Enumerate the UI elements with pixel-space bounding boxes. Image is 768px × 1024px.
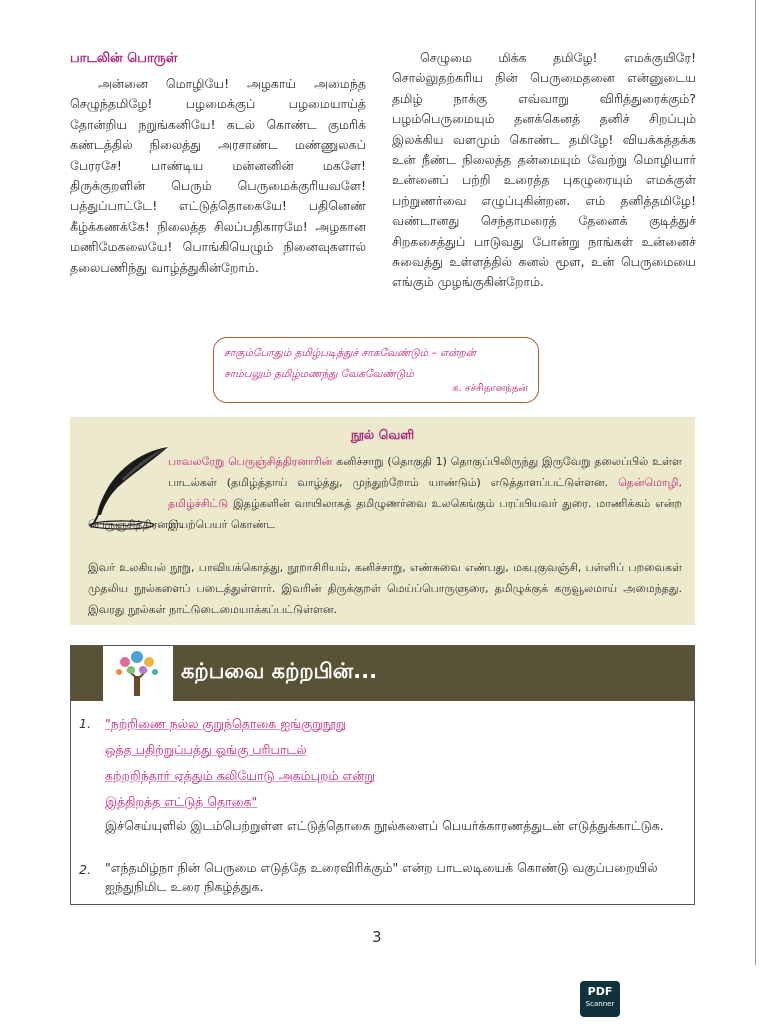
meaning-line: சிலப்பதிகாரமே! அழகான மணிமேகலையே! <box>70 218 366 255</box>
pdf-scanner-badge <box>580 981 620 1017</box>
meaning-line: கொண்ட தமிழே! வியக்கத்தக்க உன் நீண்ட <box>392 131 696 168</box>
book-info-paragraph-1-tail: பெருஞ்சித்திரனார். <box>88 518 183 531</box>
meaning-line: தனக்கெனத் தனிச் சிறப்பும் இலக்கிய வளமும் <box>392 111 697 147</box>
question-1-verse-line: "நற்றிணை நல்ல குறுந்தொகை ஐங்குறுநூறு <box>105 716 347 731</box>
meaning-left-text <box>70 74 366 278</box>
meaning-line: வாழ்த்துகின்றோம். <box>151 259 259 275</box>
page-number: 3 <box>372 928 382 946</box>
knowledge-tree-icon <box>107 648 167 698</box>
quote-line-2: சாம்பலும் தமிழ்மணந்து வேகவேண்டும் <box>224 368 414 380</box>
question-1-task: இச்செய்யுளில் இடம்பெற்றுள்ள எட்டுத்தொகை நூல்களைப் பெயர்க்காரணத்துடன் எடுத்துக்காட்டுக. <box>105 818 664 833</box>
meaning-line: போன்று நாங்கள் உன்னைச் சுவைத்து <box>392 233 696 270</box>
poet-name: பாவலரேறு பெருஞ்சித்திரனாரின் <box>168 455 333 468</box>
meaning-line: உள்ளத்தில் கனல் மூள, உன் பெருமையை <box>449 254 696 270</box>
meaning-right-column <box>392 48 696 293</box>
after-learning-header <box>71 646 694 701</box>
page-edge-rule <box>755 0 756 965</box>
question-1-verse-line: கற்றறிந்தார் ஏத்தும் கலியோடு அகம்புறம் என்று <box>105 768 375 783</box>
question-2-number: 2. <box>79 862 91 877</box>
journal-names: தென்மொழி, தமிழ்ச்சிட்டு <box>168 476 682 510</box>
meaning-line: நிலைத்து அரசாண்ட மண்ணுலகப் <box>149 137 366 153</box>
meaning-line: பேரரசே! பாண்டிய மன்னனின் மகளே! <box>70 157 366 173</box>
meaning-title: பாடலின் பொருள் <box>70 51 178 66</box>
meaning-line: பழமையாய்த் தோன்றிய நறுங்கனியே! <box>70 96 366 132</box>
quote-author: க. சச்சிதானந்தன் <box>452 383 528 394</box>
meaning-right-text <box>392 48 696 293</box>
meaning-line: செழுமை மிக்க தமிழே! எமக்குயிரே! <box>420 50 696 65</box>
question-1-number: 1. <box>79 716 91 731</box>
badge-label-bottom: Scanner <box>585 1000 615 1008</box>
book-info-text-b: இதழ்களின் வாயிலாகத் தமிழுணர்வை உலகெங்கும் பரப்பியவர் துரை. மாணிக்கம் என்ற இயற்பெயர் கொண்ட <box>168 497 682 531</box>
meaning-line: தேனைக் குடித்துச் சிறகசைத்துப் பாடுவது <box>392 213 697 249</box>
question-1-verse-line: ஒத்த பதிற்றுப்பத்து ஓங்கு பரிபாடல் <box>105 742 307 757</box>
meaning-line: அன்னை மொழியே! அழகாய் <box>98 76 315 91</box>
book-info-title: நூல் வெளி <box>350 427 415 442</box>
book-info-text-a: கனிச்சாறு (தொகுதி 1) தொகுப்பிலிருந்து இருவேறு தலைப்பில் உள்ள பாடல்கள் (தமிழ்த்தாய் வாழ்த்து, முந்துற்றோம் யாண்டும்) எடுத்தாளப்பட்டுள்ளன. <box>168 455 682 489</box>
meaning-line: கடல் கொண்ட குமரிக் கண்டத்தில் <box>70 116 366 153</box>
quote-line-1: சாகும்போதும் தமிழ்படித்துச் சாகவேண்டும் – என்றன் <box>224 347 476 359</box>
question-2-text: "எந்தமிழ்நா நின் பெருமை எடுத்தே உரைவிரிக்கும்" என்ற பாடலடியைக் கொண்டு வகுப்பறையில் ஐந்துநிமிட உரை நிகழ்த்துக. <box>105 860 658 894</box>
question-1-verse-line: இத்திறத்த எட்டுத் தொகை" <box>105 794 258 809</box>
badge-label-top: PDF <box>587 985 613 998</box>
meaning-line: பத்துப்பாட்டே! எட்டுத்தொகையே! <box>70 198 309 214</box>
meaning-line: என்னுடைய தமிழ் நாக்கு எவ்வாறு <box>392 70 696 106</box>
meaning-line: அமைந்த செழுந்தமிழே! பழமைக்குப் <box>70 76 366 112</box>
meaning-line: சொல்லுதற்கரிய நின் பெருமைதனை <box>392 70 628 86</box>
quote-box <box>213 337 539 403</box>
meaning-line: நிலைத்த தன்மையும் வேற்று மொழியார் <box>462 152 696 168</box>
meaning-line: எமக்குள் பற்றுணர்வை எழுப்புகின்றன. எம் <box>392 172 696 208</box>
meaning-left-column <box>70 48 366 278</box>
after-learning-box <box>70 645 695 905</box>
meaning-line: திருக்குறளின் பெரும் பெருமைக்குரியவளே! <box>70 178 366 194</box>
book-info-paragraph-2: இவர் உலகியல் நூறு, பாவியக்கொத்து, நூறாசிரியம், கனிச்சாறு, எண்சுவை எண்பது, மகபுகுவஞ்சி, பள்ளிப் பறவைகள் முதலிய நூல்களைப் படைத்துள்ளார். இவரின் திருக்குறள் மெய்ப்பொருளுரை, தமிழுக்குக் கருவூலமாய் அமைந்தது. இவரது நூல்கள் நாட்டுடைமையாக்கப்பட்டுள்ளன. <box>88 561 682 616</box>
book-info-box <box>70 417 695 625</box>
meaning-line: தனித்தமிழே! வண்டானது செந்தாமரைத் <box>392 192 696 229</box>
meaning-line: உன்னைப் பற்றி உரைத்த புகழுரையும் <box>392 172 646 188</box>
after-learning-title: கற்பவை கற்றபின்... <box>181 659 378 683</box>
meaning-line: பதினெண் கீழ்க்கணக்கே! நிலைத்த <box>70 198 366 234</box>
meaning-line: பொங்கியெழும் நினைவுகளால் தலைபணிந்து <box>70 239 366 275</box>
meaning-line: விரித்துரைக்கும்? பழம்பெருமையும் <box>392 90 696 127</box>
meaning-line: எங்கும் முழங்குகின்றோம். <box>392 274 545 290</box>
